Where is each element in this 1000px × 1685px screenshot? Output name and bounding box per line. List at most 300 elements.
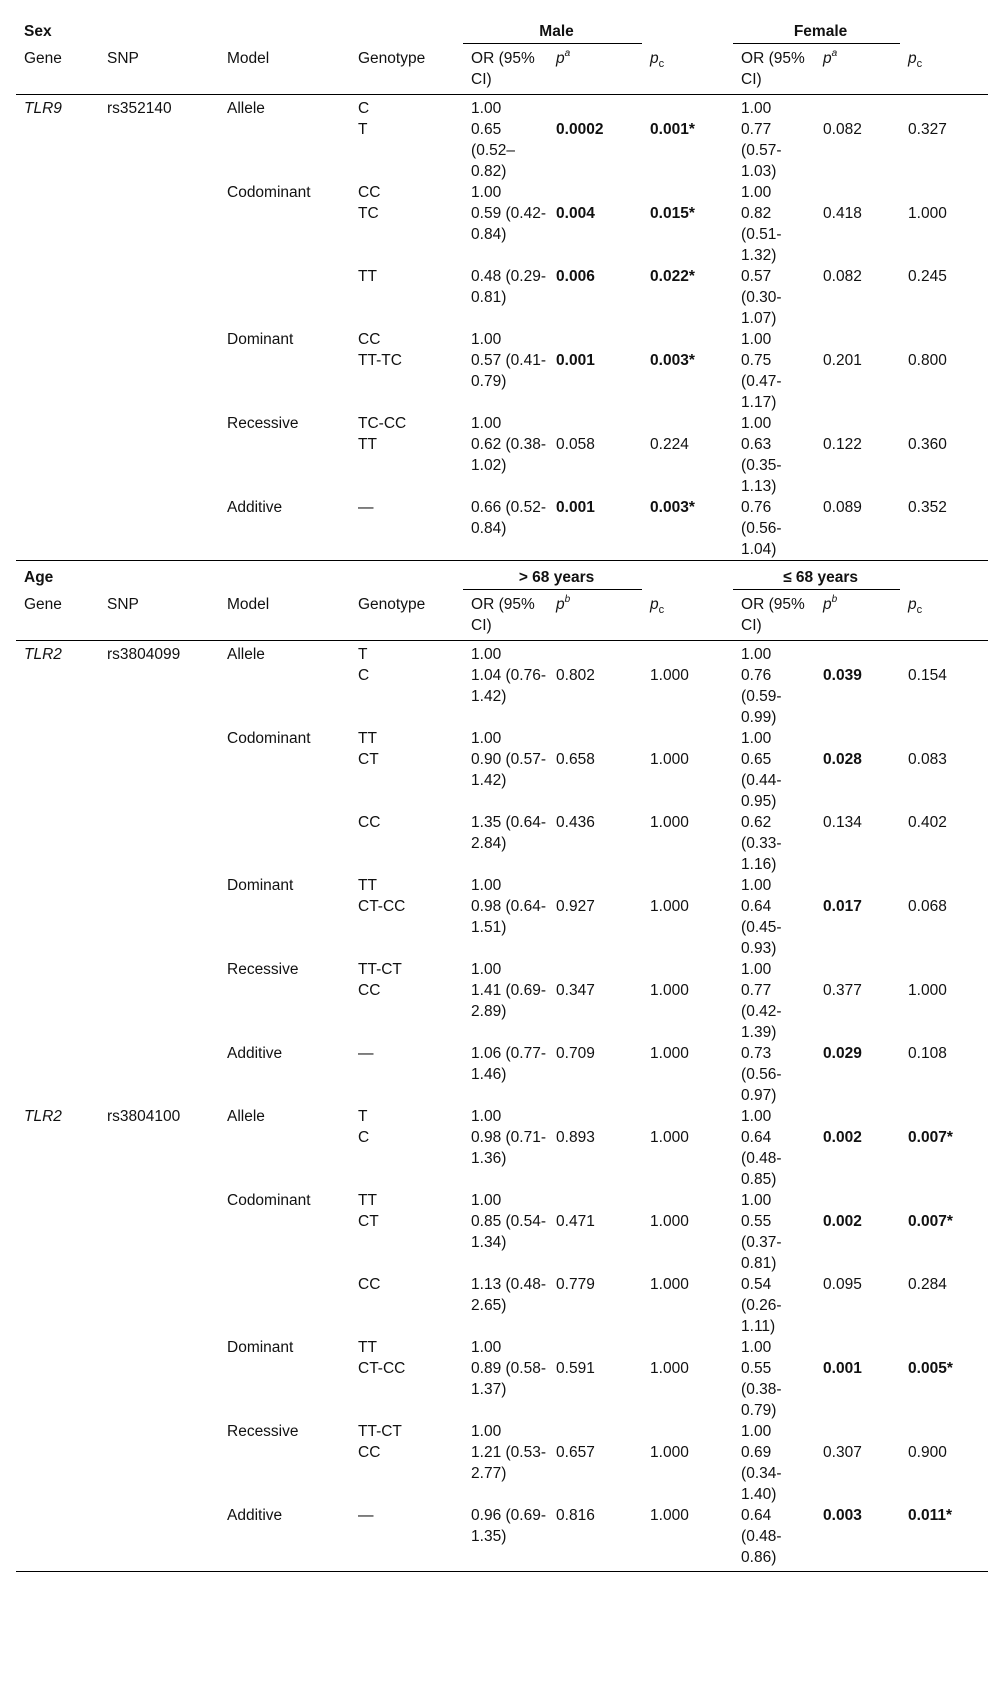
pc-value-cell-group1: 1.000: [650, 667, 689, 684]
pc-value-cell-group1: 0.224: [650, 436, 689, 453]
genotype-cell: TC-CC: [358, 415, 407, 432]
table-row: [16, 182, 988, 203]
column-header-pc-group2: [900, 44, 988, 95]
table-row: [16, 1358, 988, 1421]
p-value-cell-group2: 0.017: [823, 898, 862, 915]
pc-value-cell-group2: [900, 728, 988, 749]
or-ci-cell-group1: 1.13 (0.48-2.65): [471, 1276, 546, 1314]
p-value-cell-group1: 0.802: [556, 667, 595, 684]
table-row: [16, 1274, 988, 1337]
pc-value-cell-group1: 1.000: [650, 1129, 689, 1146]
pc-value-cell-group1: 0.003*: [650, 352, 695, 369]
p-superscript: a: [564, 48, 571, 59]
p-value-cell-group2: 0.418: [823, 205, 862, 222]
column-header-pc-group2: [900, 590, 988, 641]
model-name: Recessive: [227, 415, 299, 432]
pc-value-cell-group2: [900, 1337, 988, 1358]
genotype-cell: TT: [358, 436, 377, 453]
table-row: [16, 329, 988, 350]
p-value-cell-group2: [815, 728, 900, 749]
genotype-cell: T: [358, 121, 368, 138]
model-name: Dominant: [227, 1339, 294, 1356]
column-header-genotype: Genotype: [350, 590, 463, 641]
table-row: [16, 413, 988, 434]
table-row: [16, 1127, 988, 1190]
table-row: [16, 1442, 988, 1505]
p-value-cell-group2: [815, 875, 900, 896]
or-ci-cell-group1: 0.57 (0.41-0.79): [471, 352, 546, 390]
p-value-cell-group2: 0.122: [823, 436, 862, 453]
table-row: [16, 1043, 988, 1106]
p-value-cell-group2: 0.201: [823, 352, 862, 369]
table-row: [16, 812, 988, 875]
model-name: Additive: [219, 1505, 350, 1572]
p-value-cell-group2: 0.134: [823, 814, 862, 831]
snp-id: rs352140: [107, 100, 172, 117]
pc-value-cell-group2: [900, 1421, 988, 1442]
p-value-cell-group1: 0.004: [556, 205, 595, 222]
or-ci-cell-group1: 0.96 (0.69-1.35): [463, 1505, 548, 1572]
pc-value-cell-group1: 1.000: [650, 1444, 689, 1461]
p-value-cell-group1: 0.779: [556, 1276, 595, 1293]
table-row: [16, 1421, 988, 1442]
model-name: Additive: [227, 1045, 283, 1062]
p-value-cell-group1: 0.471: [556, 1213, 595, 1230]
pc-value-cell-group1: 1.000: [650, 982, 689, 999]
or-ci-cell-group2: 0.77 (0.57-1.03): [741, 121, 782, 180]
table-row: [16, 350, 988, 413]
column-header-model: Model: [219, 590, 350, 641]
or-ci-cell-group2: 1.00: [741, 1192, 772, 1209]
genotype-cell: —: [358, 1045, 374, 1062]
pc-value-cell-group2: 0.284: [908, 1276, 947, 1293]
p-value-cell-group2: 0.002: [823, 1129, 862, 1146]
or-ci-cell-group1: 0.62 (0.38-1.02): [471, 436, 546, 474]
p-value-cell-group1: 0.347: [556, 982, 595, 999]
pc-value-cell-group1: [642, 728, 733, 749]
table-row: [16, 641, 988, 666]
p-value-cell-group1: 0.657: [556, 1444, 595, 1461]
pc-value-cell-group2: [900, 1106, 988, 1127]
or-ci-cell-group1: 1.41 (0.69-2.89): [471, 982, 546, 1020]
p-value-cell-group1: 0.0002: [556, 121, 604, 138]
model-name: Codominant: [227, 730, 311, 747]
p-value-cell-group2: [815, 1337, 900, 1358]
p-value-cell-group2: [815, 1106, 900, 1127]
p-value-cell-group1: [548, 413, 642, 434]
genotype-cell: —: [350, 1505, 463, 1572]
genotype-cell: CC: [358, 814, 381, 831]
pc-value-cell-group1: [642, 1190, 733, 1211]
column-header-pc-group1: [642, 590, 733, 641]
model-name: Dominant: [227, 877, 294, 894]
or-ci-cell-group1: 1.00: [471, 877, 502, 894]
model-name: Codominant: [227, 1192, 311, 1209]
pc-value-cell-group1: [642, 641, 733, 666]
p-value-cell-group1: 0.058: [556, 436, 595, 453]
pc-value-cell-group1: [642, 1421, 733, 1442]
pc-value-cell-group2: 0.005*: [908, 1360, 953, 1377]
p-superscript: b: [564, 594, 571, 605]
gene-name: TLR2: [24, 646, 62, 663]
p-value-cell-group1: [548, 959, 642, 980]
column-header-p-group2: [815, 44, 900, 95]
p-value-cell-group2: [815, 1421, 900, 1442]
or-ci-cell-group2: 1.00: [741, 1423, 772, 1440]
column-header-snp: SNP: [99, 44, 219, 95]
or-ci-cell-group2: 1.00: [741, 646, 772, 663]
or-ci-cell-group2: 1.00: [741, 100, 772, 117]
pc-value-cell-group2: 0.154: [908, 667, 947, 684]
genotype-cell: TT-TC: [358, 352, 402, 369]
column-header-row: [16, 44, 988, 95]
snp-id: rs3804099: [107, 646, 181, 663]
p-value-cell-group1: [548, 95, 642, 120]
p-letter: p: [556, 50, 565, 67]
genotype-cell: TT: [358, 730, 377, 747]
section-title: Age: [16, 561, 99, 590]
pc-value-cell-group1: [642, 329, 733, 350]
pc-value-cell-group2: [900, 875, 988, 896]
pc-value-cell-group1: [642, 182, 733, 203]
genotype-cell: C: [358, 1129, 370, 1146]
table-row: [16, 203, 988, 266]
table-row: [16, 497, 988, 561]
table-row: [16, 1211, 988, 1274]
or-ci-cell-group1: 0.90 (0.57-1.42): [471, 751, 546, 789]
pc-value-cell-group1: [642, 413, 733, 434]
p-letter: p: [556, 596, 565, 613]
or-ci-cell-group1: 1.00: [471, 730, 502, 747]
or-ci-cell-group1: 0.66 (0.52-0.84): [471, 499, 546, 537]
or-ci-cell-group1: 0.48 (0.29-0.81): [471, 268, 546, 306]
table-row: [16, 665, 988, 728]
column-header-model: Model: [219, 44, 350, 95]
genotype-cell: CT: [358, 751, 379, 768]
or-ci-cell-group2: 0.64 (0.45-0.93): [741, 898, 782, 957]
table-row: [16, 896, 988, 959]
column-header-p-group1: [548, 44, 642, 95]
p-value-cell-group1: 0.927: [556, 898, 595, 915]
table-row: [16, 875, 988, 896]
pc-value-cell-group1: 1.000: [650, 814, 689, 831]
table-row: [16, 1337, 988, 1358]
table-row: [16, 959, 988, 980]
or-ci-cell-group1: 1.00: [471, 961, 502, 978]
pc-value-cell-group1: 0.003*: [650, 499, 695, 516]
or-ci-cell-group2: 1.00: [741, 331, 772, 348]
or-ci-cell-group1: 1.00: [471, 1339, 502, 1356]
p-value-cell-group1: [548, 1190, 642, 1211]
pc-value-cell-group1: 1.000: [650, 751, 689, 768]
model-name: Allele: [227, 100, 265, 117]
p-value-cell-group1: 0.658: [556, 751, 595, 768]
table-row: [16, 1190, 988, 1211]
pc-value-cell-group1: [642, 1337, 733, 1358]
pc-value-cell-group2: 0.900: [908, 1444, 947, 1461]
table-row: [16, 119, 988, 182]
p-value-cell-group1: [548, 182, 642, 203]
pc-value-cell-group1: 1.000: [650, 1360, 689, 1377]
genotype-cell: TT-CT: [358, 1423, 402, 1440]
p-value-cell-group1: [548, 329, 642, 350]
p-value-cell-group1: 0.591: [556, 1360, 595, 1377]
or-ci-cell-group1: 0.98 (0.64-1.51): [471, 898, 546, 936]
p-value-cell-group2: 0.028: [823, 751, 862, 768]
genotype-cell: TT: [358, 268, 377, 285]
pc-value-cell-group2: 0.360: [908, 436, 947, 453]
p-value-cell-group1: 0.001: [556, 499, 595, 516]
p-value-cell-group1: [548, 1106, 642, 1127]
or-ci-cell-group2: 0.55 (0.38-0.79): [741, 1360, 782, 1419]
or-ci-cell-group2: 1.00: [741, 1108, 772, 1125]
table-row: [16, 728, 988, 749]
p-value-cell-group1: 0.001: [556, 352, 595, 369]
p-letter: p: [908, 49, 917, 67]
p-value-cell-group2: 0.029: [823, 1045, 862, 1062]
column-header-row: [16, 590, 988, 641]
p-letter: p: [823, 596, 832, 613]
or-ci-cell-group2: 0.73 (0.56-0.97): [741, 1045, 782, 1104]
or-ci-cell-group2: 0.62 (0.33-1.16): [741, 814, 782, 873]
or-ci-cell-group1: 0.98 (0.71-1.36): [471, 1129, 546, 1167]
model-name: Additive: [227, 499, 283, 516]
p-value-cell-group1: 0.709: [556, 1045, 595, 1062]
or-ci-cell-group2: 0.64 (0.48-0.86): [733, 1505, 815, 1572]
genotype-cell: CC: [358, 184, 381, 201]
p-value-cell-group2: 0.082: [823, 121, 862, 138]
or-ci-cell-group1: 0.89 (0.58-1.37): [471, 1360, 546, 1398]
p-superscript: a: [831, 48, 838, 59]
genotype-cell: CT-CC: [358, 1360, 406, 1377]
or-ci-cell-group2: 1.00: [741, 415, 772, 432]
pc-value-cell-group2: 0.068: [908, 898, 947, 915]
group1-header: Male: [463, 15, 642, 44]
pc-value-cell-group2: [900, 95, 988, 120]
or-ci-cell-group2: 0.76 (0.56-1.04): [741, 499, 782, 558]
or-ci-cell-group2: 1.00: [741, 184, 772, 201]
pc-value-cell-group2: 0.402: [908, 814, 947, 831]
pc-value-cell-group1: 1.000: [650, 1213, 689, 1230]
p-value-cell-group1: [548, 1337, 642, 1358]
column-header-pc-group1: [642, 44, 733, 95]
pc-value-cell-group1: [642, 1106, 733, 1127]
or-ci-cell-group1: 1.00: [471, 331, 502, 348]
column-header-gene: Gene: [16, 44, 99, 95]
pc-value-cell-group1: 0.022*: [650, 268, 695, 285]
or-ci-cell-group2: 1.00: [741, 730, 772, 747]
pc-value-cell-group1: 0.001*: [650, 121, 695, 138]
p-value-cell-group2: 0.095: [823, 1276, 862, 1293]
section-header-row: [16, 15, 988, 44]
genotype-cell: TT: [358, 1192, 377, 1209]
p-value-cell-group2: [815, 329, 900, 350]
p-letter: p: [908, 595, 917, 613]
pc-value-cell-group2: 1.000: [908, 205, 947, 222]
pc-value-cell-group1: [642, 95, 733, 120]
or-ci-cell-group1: 0.59 (0.42-0.84): [471, 205, 546, 243]
pc-value-cell-group2: 0.108: [908, 1045, 947, 1062]
pc-value-cell-group2: [900, 1190, 988, 1211]
genotype-cell: TT-CT: [358, 961, 402, 978]
table-row: [16, 1106, 988, 1127]
pc-subscript: c: [916, 57, 923, 70]
pc-subscript: c: [658, 57, 665, 70]
genotype-cell: CC: [358, 1276, 381, 1293]
p-value-cell-group1: [548, 728, 642, 749]
p-value-cell-group2: [815, 413, 900, 434]
or-ci-cell-group1: 1.00: [471, 1108, 502, 1125]
column-header-or-group1: OR (95% CI): [463, 590, 548, 641]
table-row: [16, 749, 988, 812]
p-value-cell-group2: 0.002: [823, 1213, 862, 1230]
or-ci-cell-group1: 1.04 (0.76-1.42): [471, 667, 546, 705]
group1-header: > 68 years: [463, 561, 642, 590]
table-body: [16, 15, 988, 1572]
p-value-cell-group2: [815, 182, 900, 203]
or-ci-cell-group2: 0.54 (0.26-1.11): [741, 1276, 782, 1335]
pc-value-cell-group1: 0.015*: [650, 205, 695, 222]
or-ci-cell-group1: 1.06 (0.77-1.46): [471, 1045, 546, 1083]
or-ci-cell-group2: 1.00: [741, 1339, 772, 1356]
or-ci-cell-group2: 0.64 (0.48-0.85): [741, 1129, 782, 1188]
genotype-cell: C: [358, 100, 370, 117]
snp-association-table: [16, 15, 988, 1572]
p-value-cell-group2: 0.082: [823, 268, 862, 285]
p-value-cell-group2: 0.039: [823, 667, 862, 684]
model-name: Allele: [227, 1108, 265, 1125]
p-value-cell-group2: [815, 959, 900, 980]
p-value-cell-group2: [815, 95, 900, 120]
pc-subscript: c: [916, 603, 923, 616]
p-value-cell-group1: 0.816: [548, 1505, 642, 1572]
table-row: [16, 980, 988, 1043]
p-value-cell-group1: [548, 1421, 642, 1442]
p-letter: p: [650, 595, 659, 613]
pc-value-cell-group1: 1.000: [650, 1276, 689, 1293]
gene-name: TLR2: [24, 1108, 62, 1125]
genotype-cell: T: [358, 1108, 368, 1125]
section-header-row: [16, 561, 988, 590]
genotype-cell: CC: [358, 982, 381, 999]
table-row: [16, 1505, 988, 1572]
or-ci-cell-group1: 1.00: [471, 100, 502, 117]
or-ci-cell-group2: 0.63 (0.35-1.13): [741, 436, 782, 495]
column-header-snp: SNP: [99, 590, 219, 641]
genotype-cell: CT-CC: [358, 898, 406, 915]
column-header-gene: Gene: [16, 590, 99, 641]
model-name: Dominant: [227, 331, 294, 348]
or-ci-cell-group1: 0.65 (0.52–0.82): [471, 121, 515, 180]
or-ci-cell-group2: 1.00: [741, 961, 772, 978]
column-header-p-group1: [548, 590, 642, 641]
pc-value-cell-group2: 0.352: [908, 499, 947, 516]
column-header-p-group2: [815, 590, 900, 641]
p-value-cell-group1: 0.006: [556, 268, 595, 285]
pc-value-cell-group2: 0.800: [908, 352, 947, 369]
or-ci-cell-group2: 0.77 (0.42-1.39): [741, 982, 782, 1041]
genotype-cell: TT: [358, 877, 377, 894]
gene-name: TLR9: [24, 100, 62, 117]
pc-value-cell-group2: 0.011*: [900, 1505, 988, 1572]
group2-header: ≤ 68 years: [733, 561, 900, 590]
pc-value-cell-group2: 0.007*: [908, 1129, 953, 1146]
genotype-cell: TC: [358, 205, 379, 222]
section-title: Sex: [24, 23, 52, 40]
or-ci-cell-group2: 0.76 (0.59-0.99): [741, 667, 782, 726]
pc-value-cell-group2: [900, 959, 988, 980]
p-value-cell-group2: [815, 1190, 900, 1211]
pc-value-cell-group1: [642, 959, 733, 980]
model-name: Codominant: [227, 184, 311, 201]
snp-id: rs3804100: [107, 1108, 181, 1125]
or-ci-cell-group2: 0.65 (0.44-0.95): [741, 751, 782, 810]
or-ci-cell-group1: 1.00: [471, 1423, 502, 1440]
model-name: Allele: [227, 646, 265, 663]
table-row: [16, 95, 988, 120]
genotype-cell: CC: [358, 331, 381, 348]
genotype-cell: TT: [358, 1339, 377, 1356]
p-letter: p: [823, 50, 832, 67]
p-value-cell-group2: 0.001: [823, 1360, 862, 1377]
or-ci-cell-group2: 0.55 (0.37-0.81): [741, 1213, 782, 1272]
p-value-cell-group1: 0.436: [556, 814, 595, 831]
pc-subscript: c: [658, 603, 665, 616]
pc-value-cell-group2: 0.007*: [908, 1213, 953, 1230]
column-header-genotype: Genotype: [350, 44, 463, 95]
p-value-cell-group1: 0.893: [556, 1129, 595, 1146]
or-ci-cell-group2: 0.69 (0.34-1.40): [741, 1444, 782, 1503]
p-letter: p: [650, 49, 659, 67]
pc-value-cell-group2: 0.083: [908, 751, 947, 768]
column-header-or-group2: OR (95% CI): [733, 44, 815, 95]
p-value-cell-group2: [815, 641, 900, 666]
group2-header: Female: [733, 15, 900, 44]
or-ci-cell-group1: 1.00: [471, 184, 502, 201]
or-ci-cell-group2: 0.57 (0.30-1.07): [741, 268, 782, 327]
or-ci-cell-group1: 0.85 (0.54-1.34): [471, 1213, 546, 1251]
p-value-cell-group1: [548, 875, 642, 896]
genotype-cell: T: [358, 646, 368, 663]
pc-value-cell-group2: [900, 182, 988, 203]
column-header-or-group2: OR (95% CI): [733, 590, 815, 641]
table-row: [16, 266, 988, 329]
model-name: Recessive: [227, 961, 299, 978]
p-value-cell-group2: 0.307: [823, 1444, 862, 1461]
p-value-cell-group2: 0.377: [823, 982, 862, 999]
pc-value-cell-group1: 1.000: [642, 1505, 733, 1572]
pc-value-cell-group1: 1.000: [650, 1045, 689, 1062]
or-ci-cell-group1: 1.00: [471, 1192, 502, 1209]
model-name: Recessive: [227, 1423, 299, 1440]
pc-value-cell-group1: [642, 875, 733, 896]
results-table-container: [16, 15, 988, 1572]
pc-value-cell-group2: [900, 329, 988, 350]
p-value-cell-group2: 0.089: [823, 499, 862, 516]
genotype-cell: CT: [358, 1213, 379, 1230]
table-row: [16, 434, 988, 497]
pc-value-cell-group2: 0.327: [908, 121, 947, 138]
p-value-cell-group1: [548, 641, 642, 666]
genotype-cell: CC: [358, 1444, 381, 1461]
genotype-cell: —: [358, 499, 374, 516]
or-ci-cell-group2: 0.82 (0.51-1.32): [741, 205, 782, 264]
or-ci-cell-group1: 1.00: [471, 646, 502, 663]
or-ci-cell-group1: 1.21 (0.53-2.77): [471, 1444, 546, 1482]
or-ci-cell-group1: 1.35 (0.64-2.84): [471, 814, 546, 852]
pc-value-cell-group2: 0.245: [908, 268, 947, 285]
pc-value-cell-group2: [900, 413, 988, 434]
